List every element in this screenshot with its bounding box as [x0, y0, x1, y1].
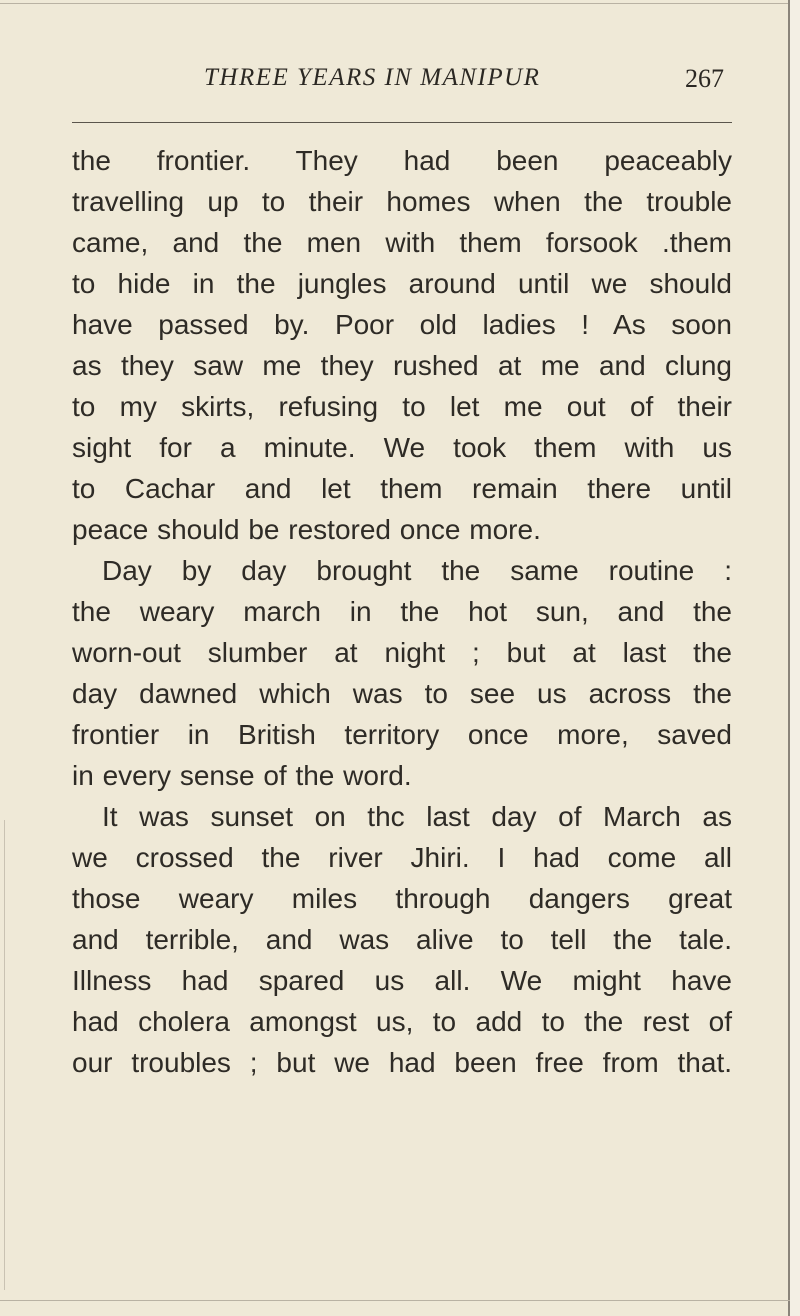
text-line: peace should be restored once more. [72, 514, 541, 545]
body-text [72, 140, 732, 1083]
page-top-edge [0, 3, 790, 4]
text-line: had cholera amongst us, to add to the rest of [72, 1006, 732, 1037]
text-line: we crossed the river Jhiri. I had come all [72, 842, 732, 873]
text-line: Illness had spared us all. We might have [72, 965, 732, 996]
text-line: the weary march in the hot sun, and the [72, 596, 732, 627]
text-line: in every sense of the word. [72, 760, 412, 791]
text-line: to hide in the jungles around until we should [72, 268, 732, 299]
text-line: our troubles ; but we had been free from that. [72, 1047, 732, 1078]
running-head [72, 64, 732, 104]
text-line: It was sunset on thc last day of March as [102, 801, 732, 832]
page-number: 267 [685, 64, 724, 93]
text-line: travelling up to their homes when the trouble [72, 186, 732, 217]
text-line: and terrible, and was alive to tell the tale. [72, 924, 732, 955]
page-bottom-edge [0, 1300, 790, 1301]
text-line: as they saw me they rushed at me and clung [72, 350, 732, 381]
header-rule [72, 122, 732, 123]
text-line: frontier in British territory once more, saved [72, 719, 732, 750]
text-line: to Cachar and let them remain there until [72, 473, 732, 504]
text-line: Day by day brought the same routine : [102, 555, 732, 586]
text-line: the frontier. They had been peaceably [72, 145, 732, 176]
text-line: worn-out slumber at night ; but at last the [72, 637, 732, 668]
text-line: sight for a minute. We took them with us [72, 432, 732, 463]
text-line: those weary miles through dangers great [72, 883, 732, 914]
running-title: THREE YEARS IN MANIPUR [204, 64, 541, 91]
page-left-edge [4, 820, 5, 1290]
text-line: day dawned which was to see us across the [72, 678, 732, 709]
text-line: to my skirts, refusing to let me out of their [72, 391, 732, 422]
page-gutter [790, 0, 800, 1316]
text-line: came, and the men with them forsook .them [72, 227, 732, 258]
text-line: have passed by. Poor old ladies ! As soon [72, 309, 732, 340]
